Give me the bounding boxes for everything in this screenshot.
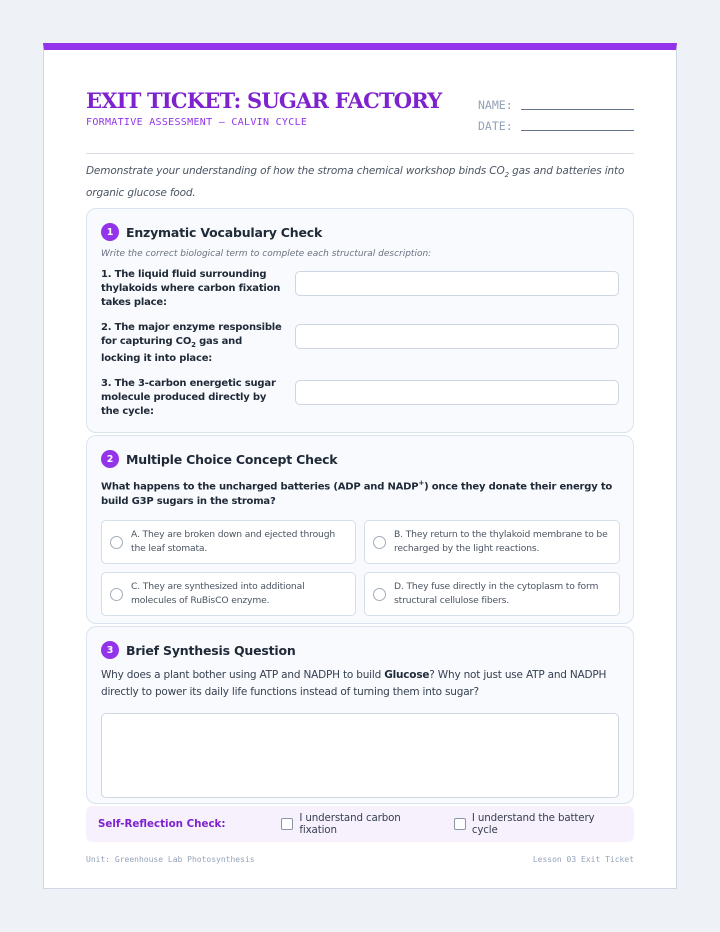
page-title: EXIT TICKET: SUGAR FACTORY bbox=[86, 88, 442, 113]
vocab-question: 3. The 3-carbon energetic sugar molecule produced directly by the cycle: bbox=[101, 378, 276, 418]
date-line[interactable] bbox=[521, 130, 634, 131]
radio-icon[interactable] bbox=[373, 588, 386, 601]
section-number-badge: 1 bbox=[101, 223, 119, 241]
vocab-question-row bbox=[101, 377, 619, 419]
section-multiple-choice bbox=[86, 435, 634, 624]
reflection-check-carbon-fixation[interactable] bbox=[281, 812, 439, 836]
checkbox-icon[interactable] bbox=[454, 818, 466, 830]
worksheet-footer bbox=[86, 855, 634, 864]
reflection-check-battery-cycle[interactable] bbox=[454, 812, 622, 836]
option-label: C. They are synthesized into additional molecules of RuBisCO enzyme. bbox=[131, 581, 305, 607]
section-title: Enzymatic Vocabulary Check bbox=[126, 224, 323, 240]
mc-options bbox=[101, 520, 619, 616]
section-synthesis bbox=[86, 626, 634, 804]
radio-icon[interactable] bbox=[110, 536, 123, 549]
name-line[interactable] bbox=[521, 109, 634, 110]
self-reflection-bar bbox=[86, 806, 634, 842]
mc-option-c[interactable] bbox=[101, 572, 356, 616]
mc-option-a[interactable] bbox=[101, 520, 356, 564]
checkbox-label: I understand the battery cycle bbox=[471, 812, 595, 837]
section-instructions: Write the correct biological term to complete each structural description: bbox=[101, 249, 432, 260]
section-title: Multiple Choice Concept Check bbox=[126, 451, 338, 467]
name-field[interactable] bbox=[478, 98, 634, 112]
vocab-question: 2. The major enzyme responsible for capturing $CO_2$ gas and locking it into place: bbox=[101, 322, 282, 365]
mc-question: What happens to the uncharged batteries (ADP and NADP+) once they donate their energy to build G3P sugars in the stroma? bbox=[101, 479, 613, 508]
synthesis-answer-box[interactable] bbox=[101, 713, 619, 798]
date-label: DATE: bbox=[478, 119, 513, 133]
checkbox-icon[interactable] bbox=[281, 818, 293, 830]
date-field[interactable] bbox=[478, 119, 634, 133]
option-label: D. They fuse directly in the cytoplasm to form structural cellulose fibers. bbox=[394, 581, 599, 607]
reflection-label: Self-Reflection Check: bbox=[98, 818, 226, 831]
vocab-answer-input-3[interactable] bbox=[295, 380, 619, 405]
option-label: B. They return to the thylakoid membrane to be recharged by the light reactions. bbox=[394, 529, 608, 555]
vocab-question: 1. The liquid fluid surrounding thylakoids where carbon fixation takes place: bbox=[101, 269, 281, 309]
footer-lesson: Lesson 03 Exit Ticket bbox=[532, 855, 634, 865]
vocab-question-row bbox=[101, 268, 619, 310]
radio-icon[interactable] bbox=[110, 588, 123, 601]
worksheet bbox=[43, 43, 677, 889]
synthesis-question: Why does a plant bother using ATP and NADPH to build Glucose? Why not just use ATP and NADPH directly to power its daily life functions instead of turning them into sugar? bbox=[101, 669, 607, 699]
section-vocabulary bbox=[86, 208, 634, 433]
option-label: A. They are broken down and ejected through the leaf stomata. bbox=[131, 529, 336, 555]
intro-text: Demonstrate your understanding of how the stroma chemical workshop binds $CO_2$ gas and batteries into organic glucose food. bbox=[86, 165, 625, 200]
vocab-question-row bbox=[101, 321, 619, 366]
checkbox-label: I understand carbon fixation bbox=[299, 812, 401, 837]
vocab-answer-input-1[interactable] bbox=[295, 271, 619, 296]
name-label: NAME: bbox=[478, 98, 513, 112]
vocab-answer-input-2[interactable] bbox=[295, 324, 619, 349]
section-title: Brief Synthesis Question bbox=[126, 642, 296, 658]
mc-option-d[interactable] bbox=[364, 572, 620, 616]
page-subtitle: FORMATIVE ASSESSMENT — CALVIN CYCLE bbox=[86, 117, 308, 128]
section-number-badge: 3 bbox=[101, 641, 119, 659]
section-number-badge: 2 bbox=[101, 450, 119, 468]
radio-icon[interactable] bbox=[373, 536, 386, 549]
footer-unit: Unit: Greenhouse Lab Photosynthesis bbox=[86, 855, 255, 865]
worksheet-header bbox=[86, 50, 634, 154]
mc-option-b[interactable] bbox=[364, 520, 620, 564]
